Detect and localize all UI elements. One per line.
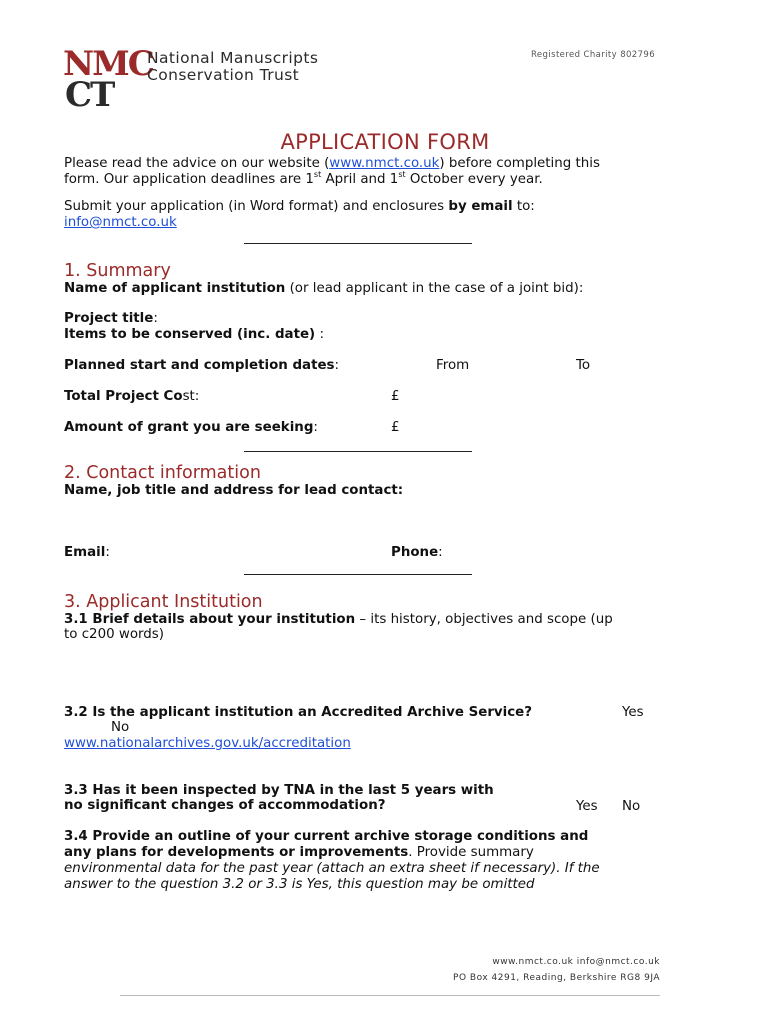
- logo-letters-top: NMC: [63, 44, 153, 84]
- website-link[interactable]: www.nmct.co.uk: [329, 156, 440, 171]
- colon: :: [313, 420, 318, 435]
- question-3-4-line4: [64, 877, 535, 892]
- question-3-4: [64, 829, 588, 844]
- field-note: (or lead applicant in the case of a joint bid):: [285, 281, 584, 296]
- question-label: 3.1 Brief details about your institution: [64, 612, 356, 627]
- summary-heading: 1. Summary: [64, 261, 171, 281]
- q33-yes-option[interactable]: Yes: [576, 799, 598, 814]
- deadline-text: form. Our application deadlines are 1: [64, 172, 314, 187]
- question-label: any plans for developments or improvements: [64, 845, 409, 860]
- email-link[interactable]: info@nmct.co.uk: [64, 215, 177, 230]
- colon: :: [438, 545, 443, 560]
- deadline-text: October every year.: [405, 172, 543, 187]
- superscript: st: [398, 170, 406, 179]
- deadline-text: April and 1: [321, 172, 399, 187]
- email-field: [64, 545, 110, 560]
- grant-currency: £: [391, 420, 400, 435]
- divider: [244, 574, 472, 575]
- field-label: Email: [64, 545, 106, 560]
- phone-field: [391, 545, 443, 560]
- colon: :: [105, 545, 110, 560]
- question-rest: . Provide summary: [408, 845, 534, 860]
- cost-currency: £: [391, 389, 400, 404]
- divider: [244, 451, 472, 452]
- submit-bold: by email: [448, 199, 513, 214]
- question-3-1: [64, 612, 613, 627]
- dates-field: [64, 358, 339, 373]
- accreditation-link-row: [64, 736, 351, 751]
- logo-letters-bottom: CT: [65, 75, 114, 115]
- colon: :: [334, 358, 340, 373]
- registered-charity: Registered Charity 802796: [531, 50, 656, 60]
- intro-text: ) before completing this: [439, 156, 600, 171]
- question-label: no significant changes of accommodation?: [64, 798, 386, 813]
- field-label: Name of applicant institution: [64, 281, 286, 296]
- question-label: 3.3 Has it been inspected by TNA in the last 5 years with: [64, 783, 494, 798]
- footer-contact: www.nmct.co.uk info@nmct.co.uk: [492, 957, 660, 967]
- organisation-name: [147, 50, 318, 84]
- lead-contact-field: [64, 483, 403, 498]
- applicant-institution-field: [64, 281, 583, 296]
- question-3-4-line2: [64, 845, 534, 860]
- items-field: [64, 327, 324, 342]
- to-label: To: [576, 358, 591, 373]
- contact-heading: 2. Contact information: [64, 463, 261, 483]
- org-line-2: Conservation Trust: [147, 66, 300, 84]
- question-label: 3.4 Provide an outline of your current archive storage conditions and: [64, 829, 589, 844]
- field-label: Phone: [391, 545, 439, 560]
- superscript: st: [313, 170, 322, 179]
- submit-paragraph: [64, 199, 664, 231]
- total-cost-field: [64, 389, 199, 404]
- field-label: Total Project Co: [64, 389, 183, 404]
- page-title: APPLICATION FORM: [280, 130, 490, 154]
- submit-text: to:: [512, 199, 535, 214]
- colon: :: [315, 327, 324, 342]
- intro-paragraph: [64, 156, 664, 188]
- q32-yes-option[interactable]: Yes: [622, 705, 644, 720]
- question-note: environmental data for the past year (attach an extra sheet if necessary). If the: [64, 861, 600, 876]
- grant-field: [64, 420, 318, 435]
- q32-no-option[interactable]: No: [111, 720, 130, 735]
- field-label: Items to be conserved (inc. date): [64, 327, 316, 342]
- field-label: Planned start and completion dates: [64, 358, 335, 373]
- org-line-1: National Manuscripts: [147, 49, 319, 67]
- question-3-2: [64, 705, 532, 720]
- q33-no-option[interactable]: No: [622, 799, 641, 814]
- field-label: Amount of grant you are seeking: [64, 420, 314, 435]
- question-3-1-line2: to c200 words): [64, 627, 164, 642]
- question-3-3: [64, 783, 494, 798]
- question-3-4-line3: [64, 861, 600, 876]
- divider: [244, 243, 472, 244]
- question-label: 3.2 Is the applicant institution an Accredited Archive Service?: [64, 705, 533, 720]
- from-label: From: [436, 358, 470, 373]
- question-3-3-line2: [64, 798, 386, 813]
- field-label: Project title: [64, 311, 154, 326]
- project-title-field: [64, 311, 158, 326]
- field-label-rest: st:: [182, 389, 200, 404]
- question-note: answer to the question 3.2 or 3.3 is Yes, this question may be omitted: [64, 877, 535, 892]
- colon: :: [153, 311, 158, 326]
- question-rest: – its history, objectives and scope (up: [355, 612, 613, 627]
- field-label: Name, job title and address for lead contact:: [64, 483, 404, 498]
- accreditation-link[interactable]: www.nationalarchives.gov.uk/accreditation: [64, 736, 351, 751]
- institution-heading: 3. Applicant Institution: [64, 592, 263, 612]
- footer-address: PO Box 4291, Reading, Berkshire RG8 9JA: [453, 973, 660, 983]
- footer-divider: [120, 995, 660, 996]
- intro-text: Please read the advice on our website (: [64, 156, 330, 171]
- submit-text: Submit your application (in Word format) and enclosures: [64, 199, 449, 214]
- nmct-logo: [63, 44, 153, 115]
